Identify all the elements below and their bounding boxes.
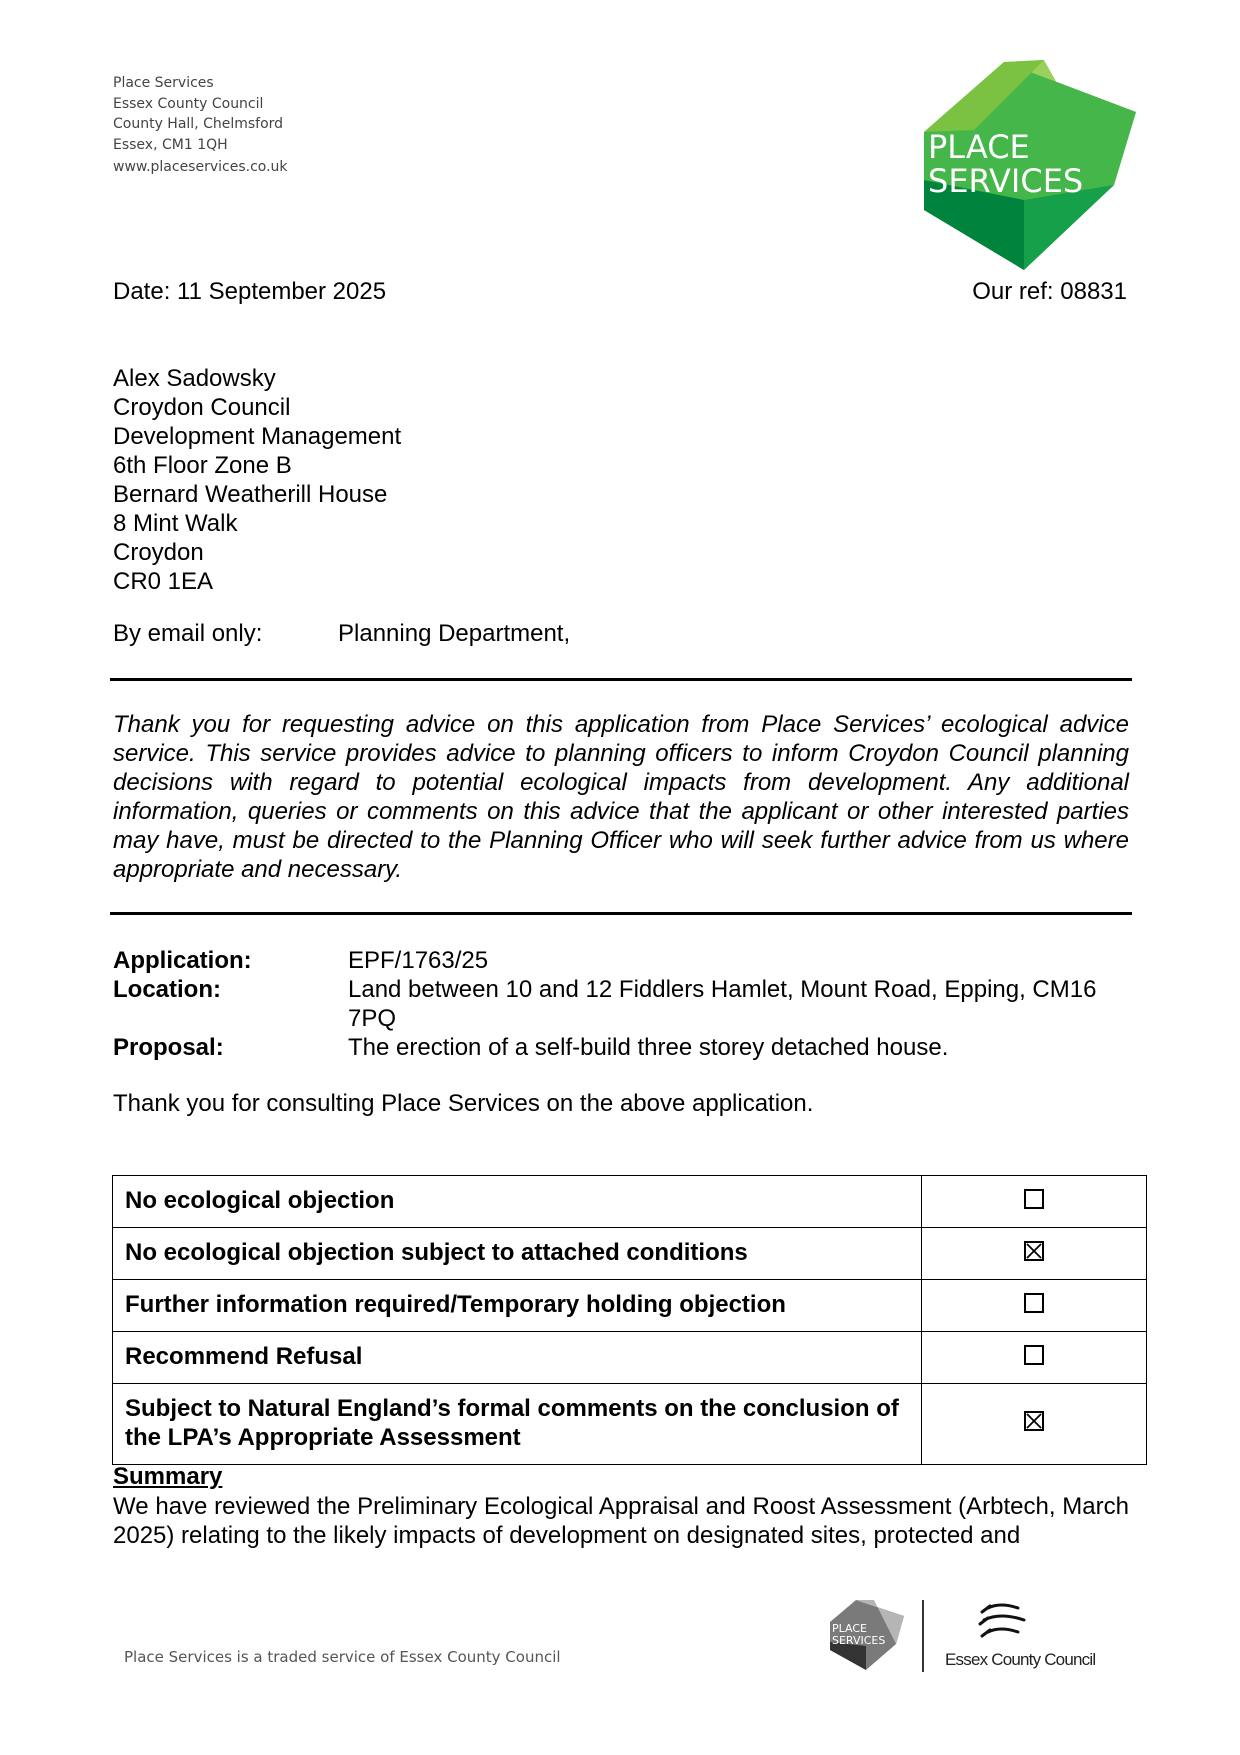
summary-paragraph: We have reviewed the Preliminary Ecological Appraisal and Roost Assessment (Arbtech, March 2025) relating to the likely impacts of development on designated sites, protected and (113, 1493, 1129, 1549)
sender-line: Place Services (113, 75, 214, 91)
small-logo-text-line1: PLACE (832, 1622, 867, 1635)
application-details (113, 946, 1133, 1062)
divider-bottom (110, 912, 1132, 915)
sender-website: www.placeservices.co.uk (113, 159, 288, 175)
logo-text-line1: PLACE (928, 128, 1030, 166)
option-label: Recommend Refusal (113, 1332, 922, 1384)
email-label: By email only: (113, 620, 263, 647)
address-line: 8 Mint Walk (113, 510, 238, 537)
option-checkbox-cell (922, 1176, 1147, 1228)
option-label: Subject to Natural England’s formal comments on the conclusion of the LPA’s Appropriate Assessment (113, 1384, 922, 1465)
summary-heading: Summary (113, 1463, 223, 1490)
footer-text: Place Services is a traded service of Essex County Council (124, 1648, 561, 1666)
address-line: CR0 1EA (113, 568, 214, 595)
address-line: 6th Floor Zone B (113, 452, 292, 479)
address-line: Croydon Council (113, 394, 291, 421)
table-row (113, 1280, 1147, 1332)
option-checkbox-cell (922, 1384, 1147, 1465)
checkbox[interactable] (1024, 1293, 1044, 1313)
proposal-value: The erection of a self-build three storey detached house. (348, 1034, 949, 1061)
table-row (113, 1384, 1147, 1465)
checkbox[interactable] (1024, 1241, 1044, 1261)
footer-divider (922, 1600, 924, 1672)
application-label: Application: (113, 947, 252, 974)
recipient-address (113, 364, 401, 596)
option-label: No ecological objection subject to attached conditions (113, 1228, 922, 1280)
sender-line: County Hall, Chelmsford (113, 116, 284, 132)
seax-blade-1 (988, 1605, 1018, 1608)
option-checkbox-cell (922, 1228, 1147, 1280)
table-row (113, 1228, 1147, 1280)
checkbox-cross-mark (1026, 1413, 1042, 1429)
sender-line: Essex, CM1 1QH (113, 136, 228, 153)
seax-hilts (980, 1606, 990, 1636)
option-label: Further information required/Temporary holding objection (113, 1280, 922, 1332)
place-services-logo (914, 60, 1138, 272)
logo-text-line2: SERVICES (928, 162, 1084, 200)
seax-blade-2 (984, 1616, 1024, 1620)
address-line: Bernard Weatherill House (113, 481, 388, 508)
option-checkbox-cell (922, 1280, 1147, 1332)
checkbox[interactable] (1024, 1345, 1044, 1365)
table-row (113, 1332, 1147, 1384)
application-row (113, 946, 1133, 975)
location-value: Land between 10 and 12 Fiddlers Hamlet, Mount Road, Epping, CM16 7PQ (348, 976, 1097, 1032)
small-logo-text-line2: SERVICES (832, 1634, 886, 1647)
sender-line: Essex County Council (113, 95, 264, 112)
recommendation-table (112, 1175, 1147, 1465)
proposal-row (113, 1033, 1133, 1062)
our-reference: Our ref: 08831 (972, 278, 1127, 305)
intro-paragraph: Thank you for requesting advice on this application from Place Services’ ecological advice service. This service provides advice to planning officers to inform Croydon Council planning decisions with regard to potential ecological impacts from development. Any additional information, queries or comments on this advice that the applicant or other interested parties may have, must be directed to the Planning Officer who will seek further advice from us where appropriate and necessary. (113, 711, 1129, 883)
place-services-small-logo (826, 1598, 906, 1670)
email-row (113, 620, 571, 648)
checkbox-cross-mark (1026, 1243, 1042, 1259)
essex-county-council-text: Essex County Council (945, 1650, 1096, 1669)
email-value: Planning Department, (338, 620, 571, 647)
sender-address (113, 73, 288, 178)
address-line: Alex Sadowsky (113, 365, 276, 392)
divider-top (110, 678, 1132, 681)
application-value: EPF/1763/25 (348, 947, 489, 974)
location-row (113, 975, 1133, 1033)
proposal-label: Proposal: (113, 1034, 224, 1061)
address-line: Croydon (113, 539, 204, 566)
checkbox[interactable] (1024, 1189, 1044, 1209)
table-row (113, 1176, 1147, 1228)
thanks-text: Thank you for consulting Place Services on the above application. (113, 1090, 814, 1117)
option-label: No ecological objection (113, 1176, 922, 1228)
seax-blade-3 (988, 1629, 1018, 1632)
location-label: Location: (113, 976, 221, 1003)
option-checkbox-cell (922, 1332, 1147, 1384)
letter-date: Date: 11 September 2025 (113, 278, 387, 305)
address-line: Development Management (113, 423, 402, 450)
checkbox[interactable] (1024, 1411, 1044, 1431)
